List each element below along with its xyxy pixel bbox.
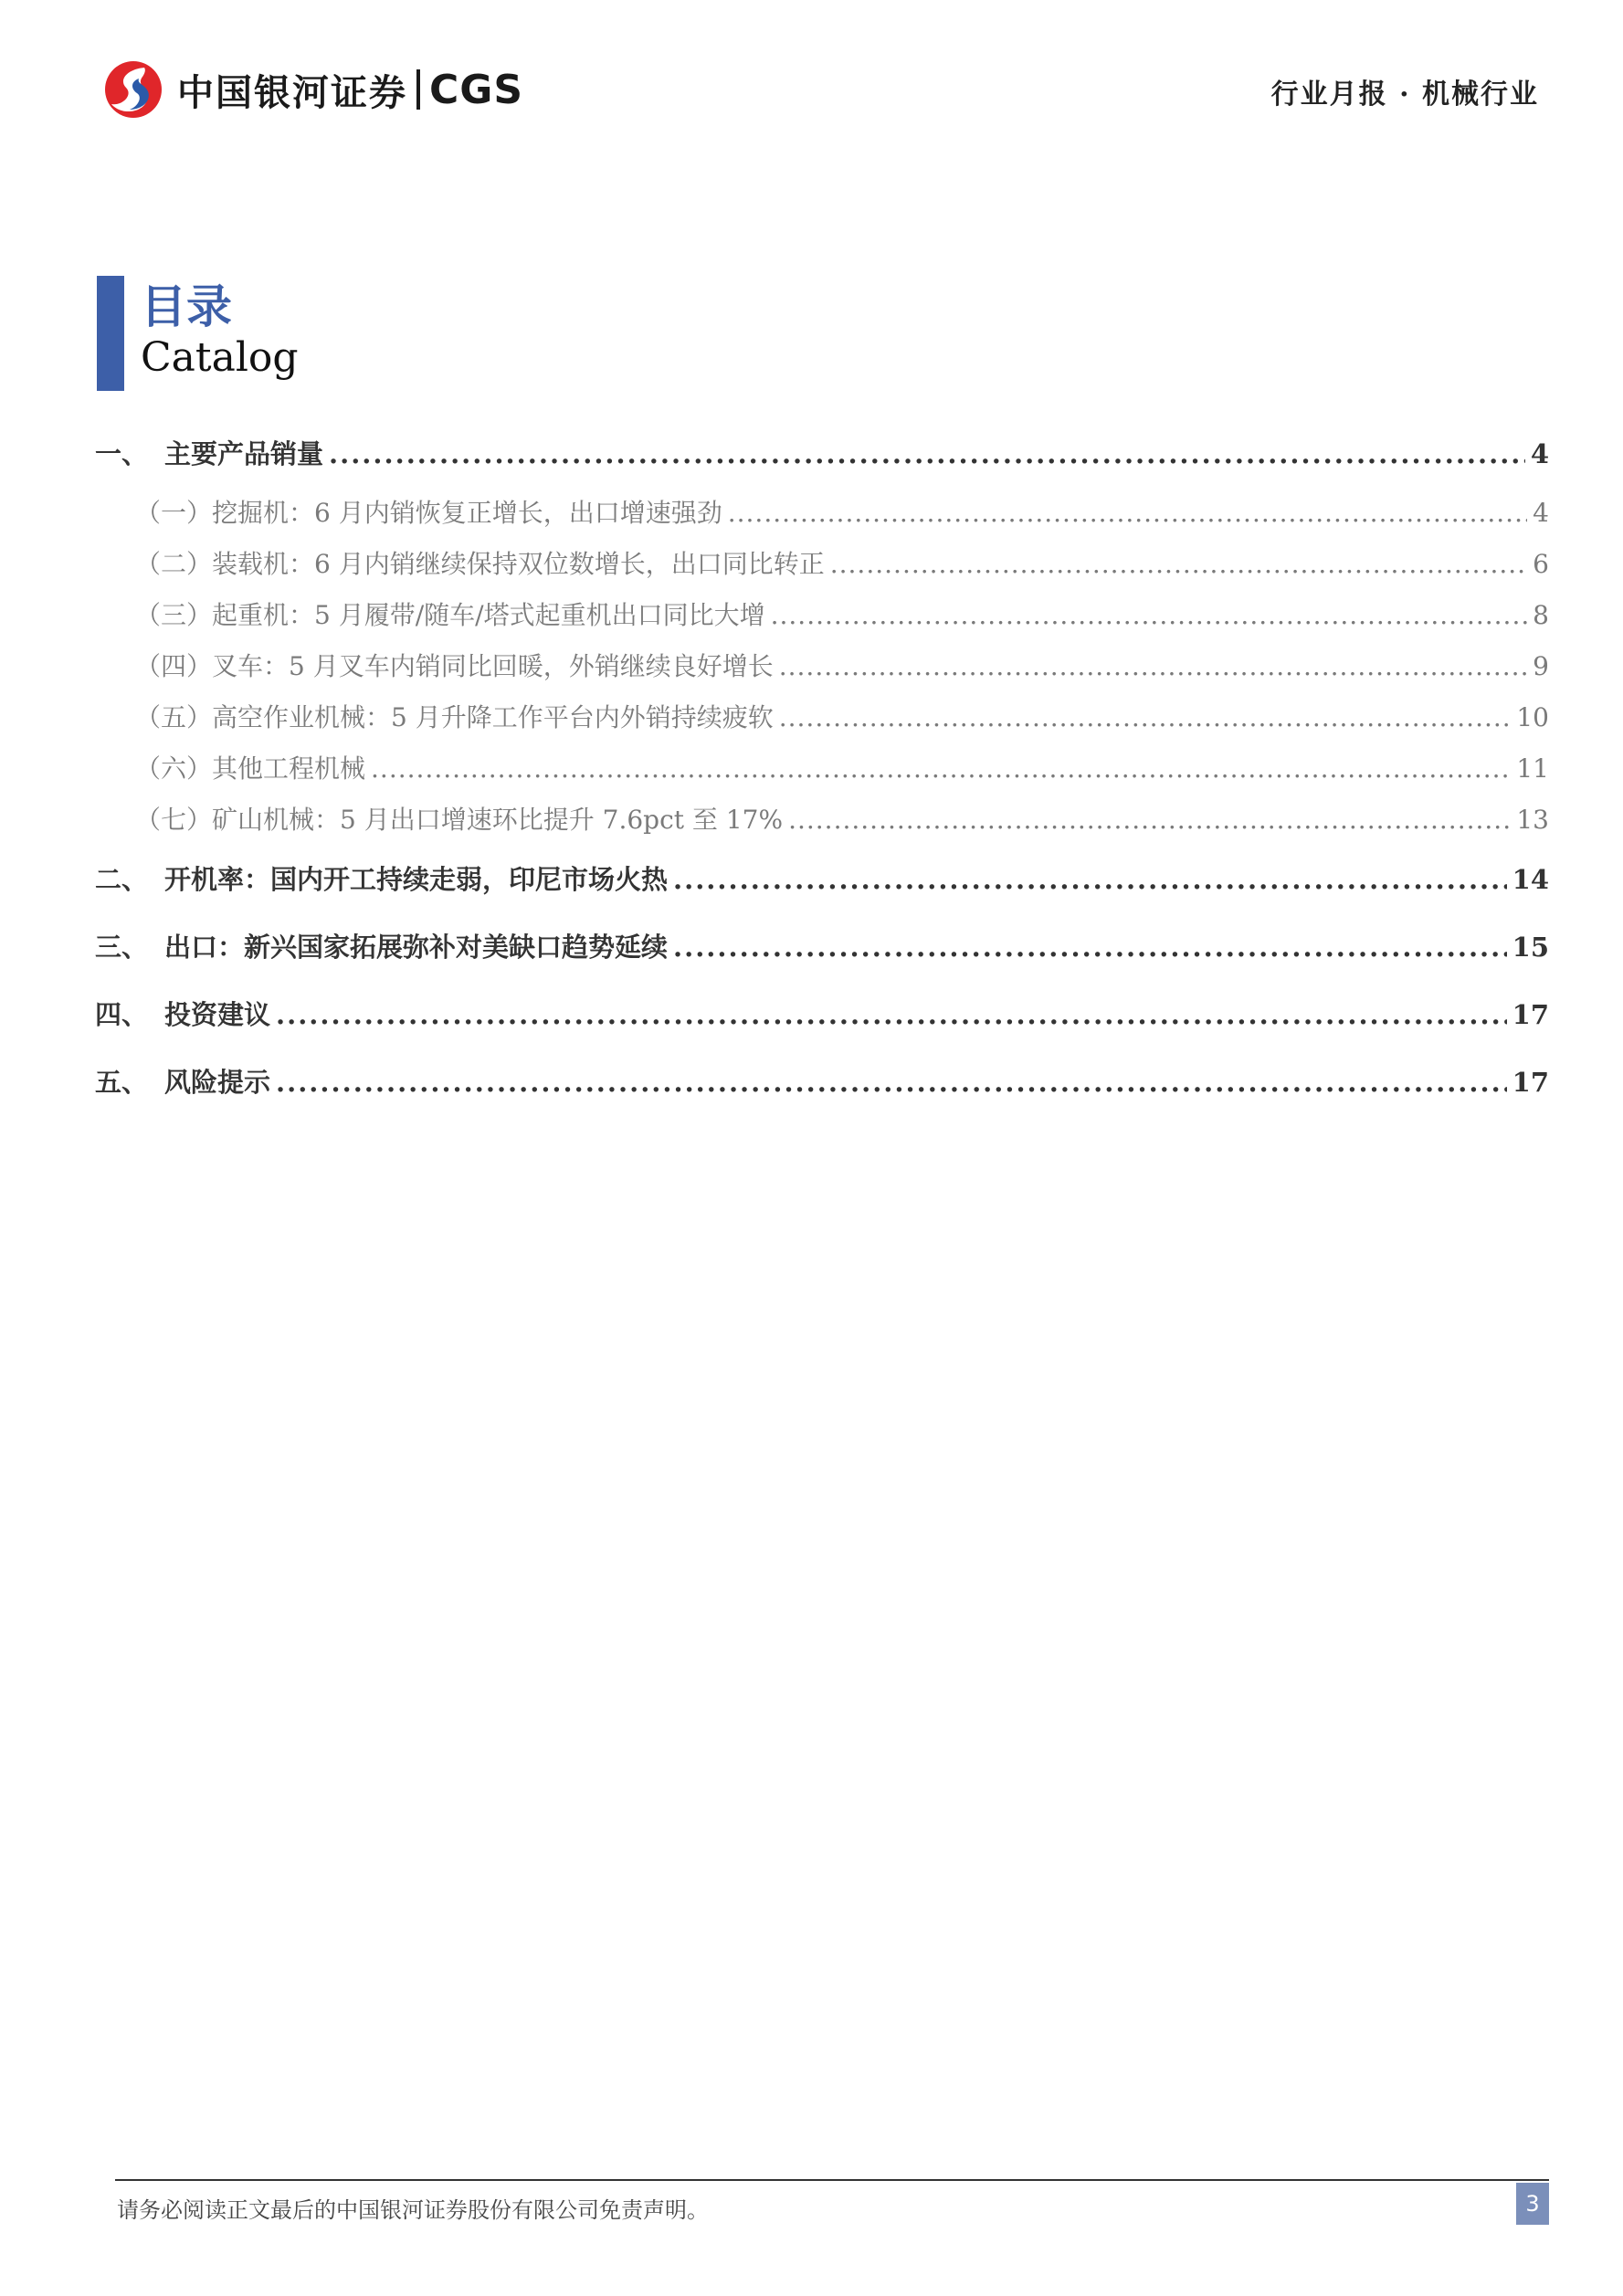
toc-entry-number: （七） — [135, 805, 213, 835]
catalog-title-en: Catalog — [141, 334, 299, 381]
toc-entry-number: （五） — [135, 702, 213, 732]
toc-dot-leader — [673, 846, 1507, 913]
toc-entry-title: 起重机：5 月履带/随车/塔式起重机出口同比大增 — [212, 600, 765, 630]
cgs-logo — [102, 58, 523, 121]
toc-entry-number: 五、 — [95, 1067, 149, 1098]
toc-entry-page: 4 — [1533, 498, 1549, 528]
toc-entry-number: （三） — [135, 600, 213, 630]
toc-entry-page: 17 — [1512, 999, 1549, 1030]
page-number-badge: 3 — [1516, 2183, 1549, 2225]
toc-entry-page: 17 — [1512, 1067, 1549, 1098]
catalog-accent-bar — [97, 276, 124, 391]
toc-entry-page: 13 — [1516, 805, 1549, 835]
footer-disclaimer: 请务必阅读正文最后的中国银河证券股份有限公司免责声明。 — [117, 2197, 709, 2223]
toc-dot-leader — [276, 981, 1507, 1048]
toc-entry-title: 高空作业机械：5 月升降工作平台内外销持续疲软 — [212, 702, 774, 732]
toc-entry-title: 出口：新兴国家拓展弥补对美缺口趋势延续 — [164, 932, 669, 963]
toc-entry-number: （六） — [135, 753, 213, 784]
toc-entry-title: 叉车：5 月叉车内销同比回暖，外销继续良好增长 — [212, 651, 774, 681]
toc-entry-section[interactable] — [95, 420, 1549, 488]
toc-entry-number: 二、 — [95, 864, 149, 895]
toc-entry-page: 8 — [1533, 600, 1549, 630]
toc-entry-subsection[interactable] — [95, 539, 1549, 590]
toc-entry-title: 开机率：国内开工持续走弱，印尼市场火热 — [164, 864, 669, 895]
footer-divider — [115, 2179, 1549, 2181]
report-type-label: 行业月报 · 机械行业 — [1270, 79, 1539, 111]
toc-dot-leader — [329, 420, 1525, 488]
toc-dot-leader — [673, 913, 1507, 981]
toc-entry-page: 15 — [1512, 932, 1549, 963]
toc-entry-section[interactable] — [95, 846, 1549, 913]
toc-dot-leader — [371, 743, 1511, 795]
toc-dot-leader — [788, 795, 1511, 846]
toc-entry-subsection[interactable] — [95, 795, 1549, 846]
brand-name-cn: 中国银河证券 — [177, 71, 407, 114]
toc-entry-page: 11 — [1516, 753, 1549, 784]
toc-entry-subsection[interactable] — [95, 590, 1549, 641]
toc-entry-title: 矿山机械：5 月出口增速环比提升 7.6pct 至 17% — [212, 805, 784, 835]
toc-entry-title: 其他工程机械 — [212, 753, 366, 784]
toc-entry-title: 主要产品销量 — [164, 438, 324, 469]
toc-entry-number: 四、 — [95, 999, 149, 1030]
toc-dot-leader — [779, 692, 1512, 743]
toc-entry-page: 9 — [1533, 651, 1549, 681]
toc-dot-leader — [771, 590, 1527, 641]
page-header — [0, 0, 1623, 137]
toc-dot-leader — [276, 1048, 1507, 1116]
cgs-logo-icon — [102, 58, 164, 121]
brand-separator — [416, 69, 420, 110]
toc-entry-page: 14 — [1512, 864, 1549, 895]
toc-entry-title: 装载机：6 月内销继续保持双位数增长，出口同比转正 — [212, 549, 825, 579]
toc-entry-number: （四） — [135, 651, 213, 681]
toc-entry-number: （一） — [135, 498, 213, 528]
toc-entry-section[interactable] — [95, 913, 1549, 981]
toc-dot-leader — [779, 641, 1527, 692]
toc-entry-title: 风险提示 — [164, 1067, 271, 1098]
toc-entry-section[interactable] — [95, 981, 1549, 1048]
toc-entry-subsection[interactable] — [95, 641, 1549, 692]
toc-dot-leader — [830, 539, 1527, 590]
toc-entry-subsection[interactable] — [95, 692, 1549, 743]
toc-entry-page: 6 — [1533, 549, 1549, 579]
toc-entry-number: （二） — [135, 549, 213, 579]
toc-entry-title: 挖掘机：6 月内销恢复正增长，出口增速强劲 — [212, 498, 722, 528]
table-of-contents — [95, 420, 1549, 1116]
toc-entry-page: 4 — [1530, 438, 1549, 469]
toc-entry-page: 10 — [1516, 702, 1549, 732]
toc-entry-subsection[interactable] — [95, 743, 1549, 795]
toc-entry-number: 一、 — [95, 438, 149, 469]
toc-dot-leader — [728, 488, 1527, 539]
brand-name-en: CGS — [429, 66, 524, 113]
toc-entry-subsection[interactable] — [95, 488, 1549, 539]
catalog-title-cn: 目录 — [141, 279, 232, 333]
toc-entry-number: 三、 — [95, 932, 149, 963]
toc-entry-title: 投资建议 — [164, 999, 271, 1030]
toc-entry-section[interactable] — [95, 1048, 1549, 1116]
